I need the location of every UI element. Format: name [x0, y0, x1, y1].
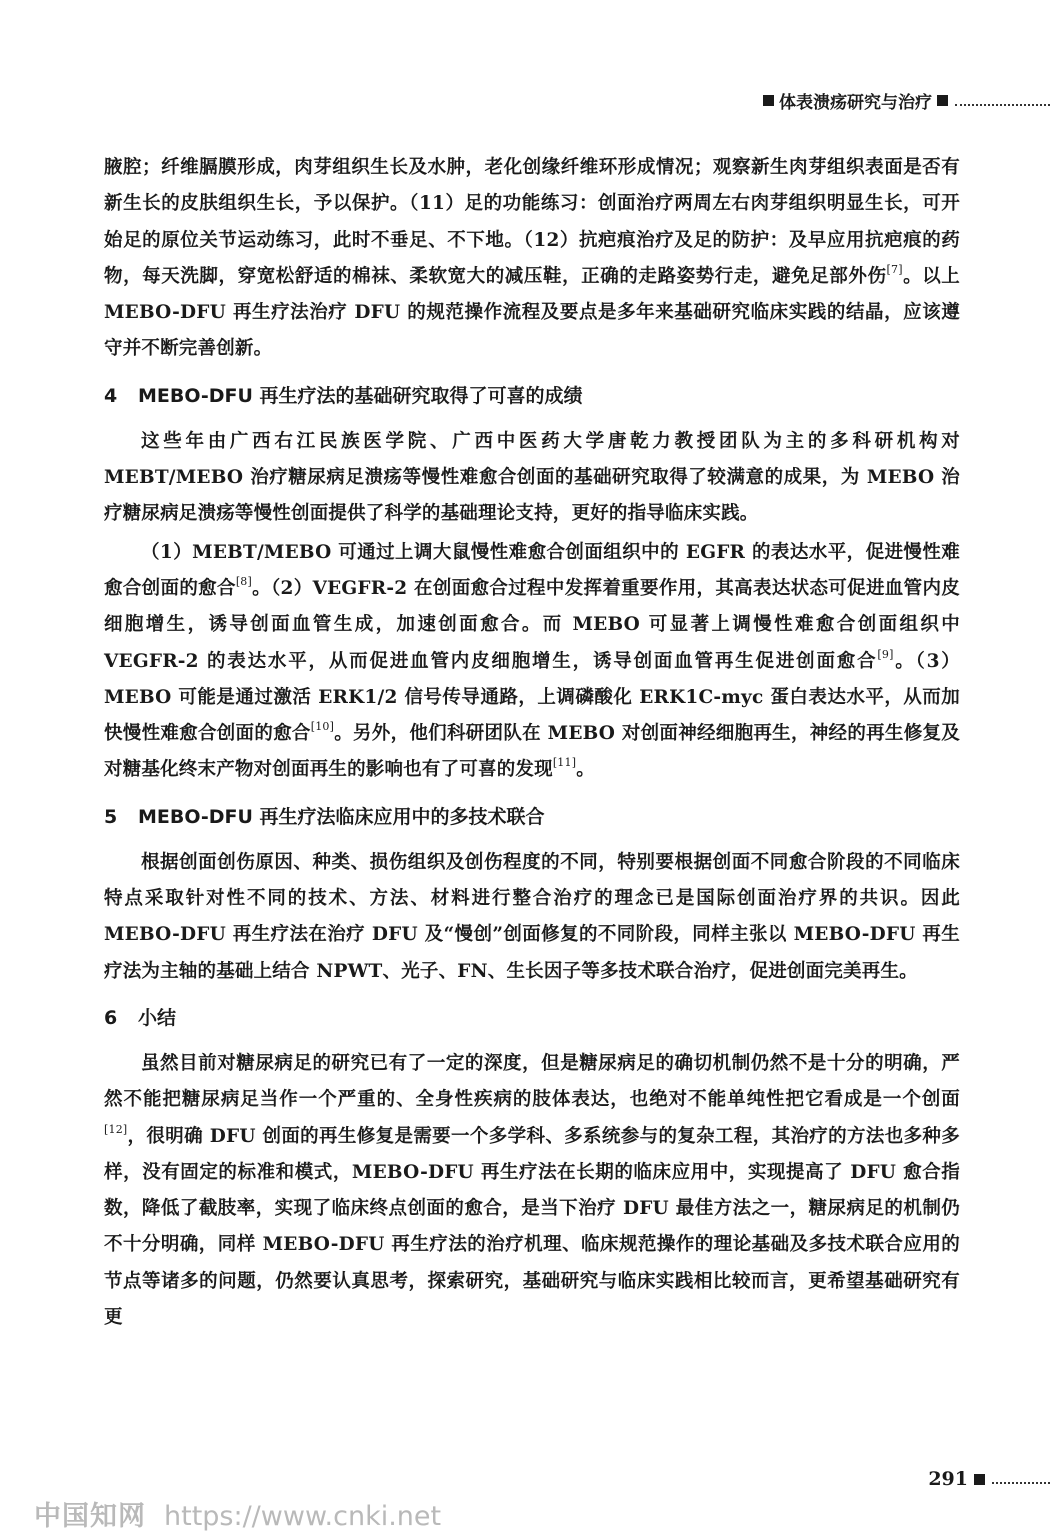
- citation-ref: [8]: [235, 574, 252, 588]
- section-heading: [104, 799, 960, 835]
- running-header: [758, 88, 1050, 113]
- square-bullet-icon: [974, 1474, 985, 1485]
- body-paragraph: 根据创面创伤原因、种类、损伤组织及创伤程度的不同，特别要根据创面不同愈合阶段的不同临床特点采取针对性不同的技术、方法、材料进行整合治疗的理念已是国际创面治疗界的共识。因此 MEBO-DFU 再生疗法在治疗 DFU 及“慢创”创面修复的不同阶段，同样主张以 MEBO-DFU 再生疗法为主轴的基础上结合 NPWT、光子、FN、生长因子等多技术联合治疗，促进创面完美再生。: [104, 851, 960, 982]
- page-footer: [928, 1468, 1050, 1490]
- section-title: 小结: [138, 1006, 177, 1029]
- square-bullet-icon: [763, 95, 774, 106]
- section-number: 5: [104, 805, 118, 828]
- body-paragraph: 腋腔；纤维膈膜形成，肉芽组织生长及水肿，老化创缘纤维环形成情况；观察新生肉芽组织表面是否有新生长的皮肤组织生长，予以保护。（11）足的功能练习：创面治疗两周左右肉芽组织明显生长，可开始足的原位关节运动练习，此时不垂足、不下地。（12）抗疤痕治疗及足的防护：及早应用抗疤痕的药物，每天洗脚，穿宽松舒适的棉袜、柔软宽大的减压鞋，正确的走路姿势行走，避免足部外伤[7]。以上 MEBO-DFU 再生疗法治疗 DFU 的规范操作流程及要点是多年来基础研究临床实践的结晶，应该遵守并不断完善创新。: [104, 157, 960, 360]
- section-heading: [104, 1000, 960, 1036]
- page-number: 291: [928, 1468, 968, 1490]
- cnki-url: https://www.cnki.net: [164, 1501, 442, 1532]
- body-paragraph: （1）MEBT/MEBO 可通过上调大鼠慢性难愈合创面组织中的 EGFR 的表达水平，促进慢性难愈合创面的愈合[8]。（2）VEGFR-2 在创面愈合过程中发挥着重要作用，其高表达状态可促进血管内皮细胞增生，诱导创面血管生成，加速创面愈合。而 MEBO 可显著上调慢性难愈合创面组织中 VEGFR-2 的表达水平，从而促进血管内皮细胞增生，诱导创面血管再生促进创面愈合[9]。（3）MEBO 可能是通过激活 ERK1/2 信号传导通路，上调磷酸化 ERK1C-myc 蛋白表达水平，从而加快慢性难愈合创面的愈合[10]。另外，他们科研团队在 MEBO 对创面神经细胞再生，神经的再生修复及对糖基化终末产物对创面再生的影响也有了可喜的发现[11]。: [104, 541, 961, 781]
- citation-ref: [11]: [552, 756, 577, 770]
- body-paragraph: 虽然目前对糖尿病足的研究已有了一定的深度，但是糖尿病足的确切机制仍然不是十分的明确，严然不能把糖尿病足当作一个严重的、全身性疾病的肢体表达，也绝对不能单纯性把它看成是一个创面[12]，很明确 DFU 创面的再生修复是需要一个多学科、多系统参与的复杂工程，其治疗的方法也多种多样，没有固定的标准和模式，MEBO-DFU 再生疗法在长期的临床应用中，实现提高了 DFU 愈合指数，降低了截肢率，实现了临床终点创面的愈合，是当下治疗 DFU 最佳方法之一，糖尿病足的机制仍不十分明确，同样 MEBO-DFU 再生疗法的治疗机理、临床规范操作的理论基础及多技术联合应用的节点等诸多的问题，仍然要认真思考，探索研究，基础研究与临床实践相比较而言，更希望基础研究有更: [104, 1052, 960, 1329]
- dotted-leader: [992, 1474, 1050, 1484]
- dotted-leader: [955, 96, 1050, 106]
- section-number: 6: [104, 1006, 118, 1029]
- citation-ref: [7]: [886, 262, 903, 276]
- citation-ref: [12]: [104, 1122, 128, 1136]
- cnki-logo: 中国知网: [34, 1501, 146, 1532]
- section-title: MEBO-DFU 再生疗法的基础研究取得了可喜的成绩: [138, 384, 583, 407]
- section-title: MEBO-DFU 再生疗法临床应用中的多技术联合: [138, 805, 545, 828]
- running-header-title: 体表溃疡研究与治疗: [779, 93, 932, 113]
- square-bullet-icon: [937, 95, 948, 106]
- citation-ref: [10]: [310, 720, 335, 734]
- citation-ref: [9]: [877, 647, 894, 661]
- cnki-watermark: [34, 1494, 441, 1533]
- section-number: 4: [104, 384, 118, 407]
- section-heading: [104, 378, 960, 414]
- article-body: [104, 150, 960, 1338]
- body-paragraph: 这些年由广西右江民族医学院、广西中医药大学唐乾力教授团队为主的多科研机构对 MEBT/MEBO 治疗糖尿病足溃疡等慢性难愈合创面的基础研究取得了较满意的成果，为 MEBO 治疗糖尿病足溃疡等慢性创面提供了科学的基础理论支持，更好的指导临床实践。: [104, 430, 960, 525]
